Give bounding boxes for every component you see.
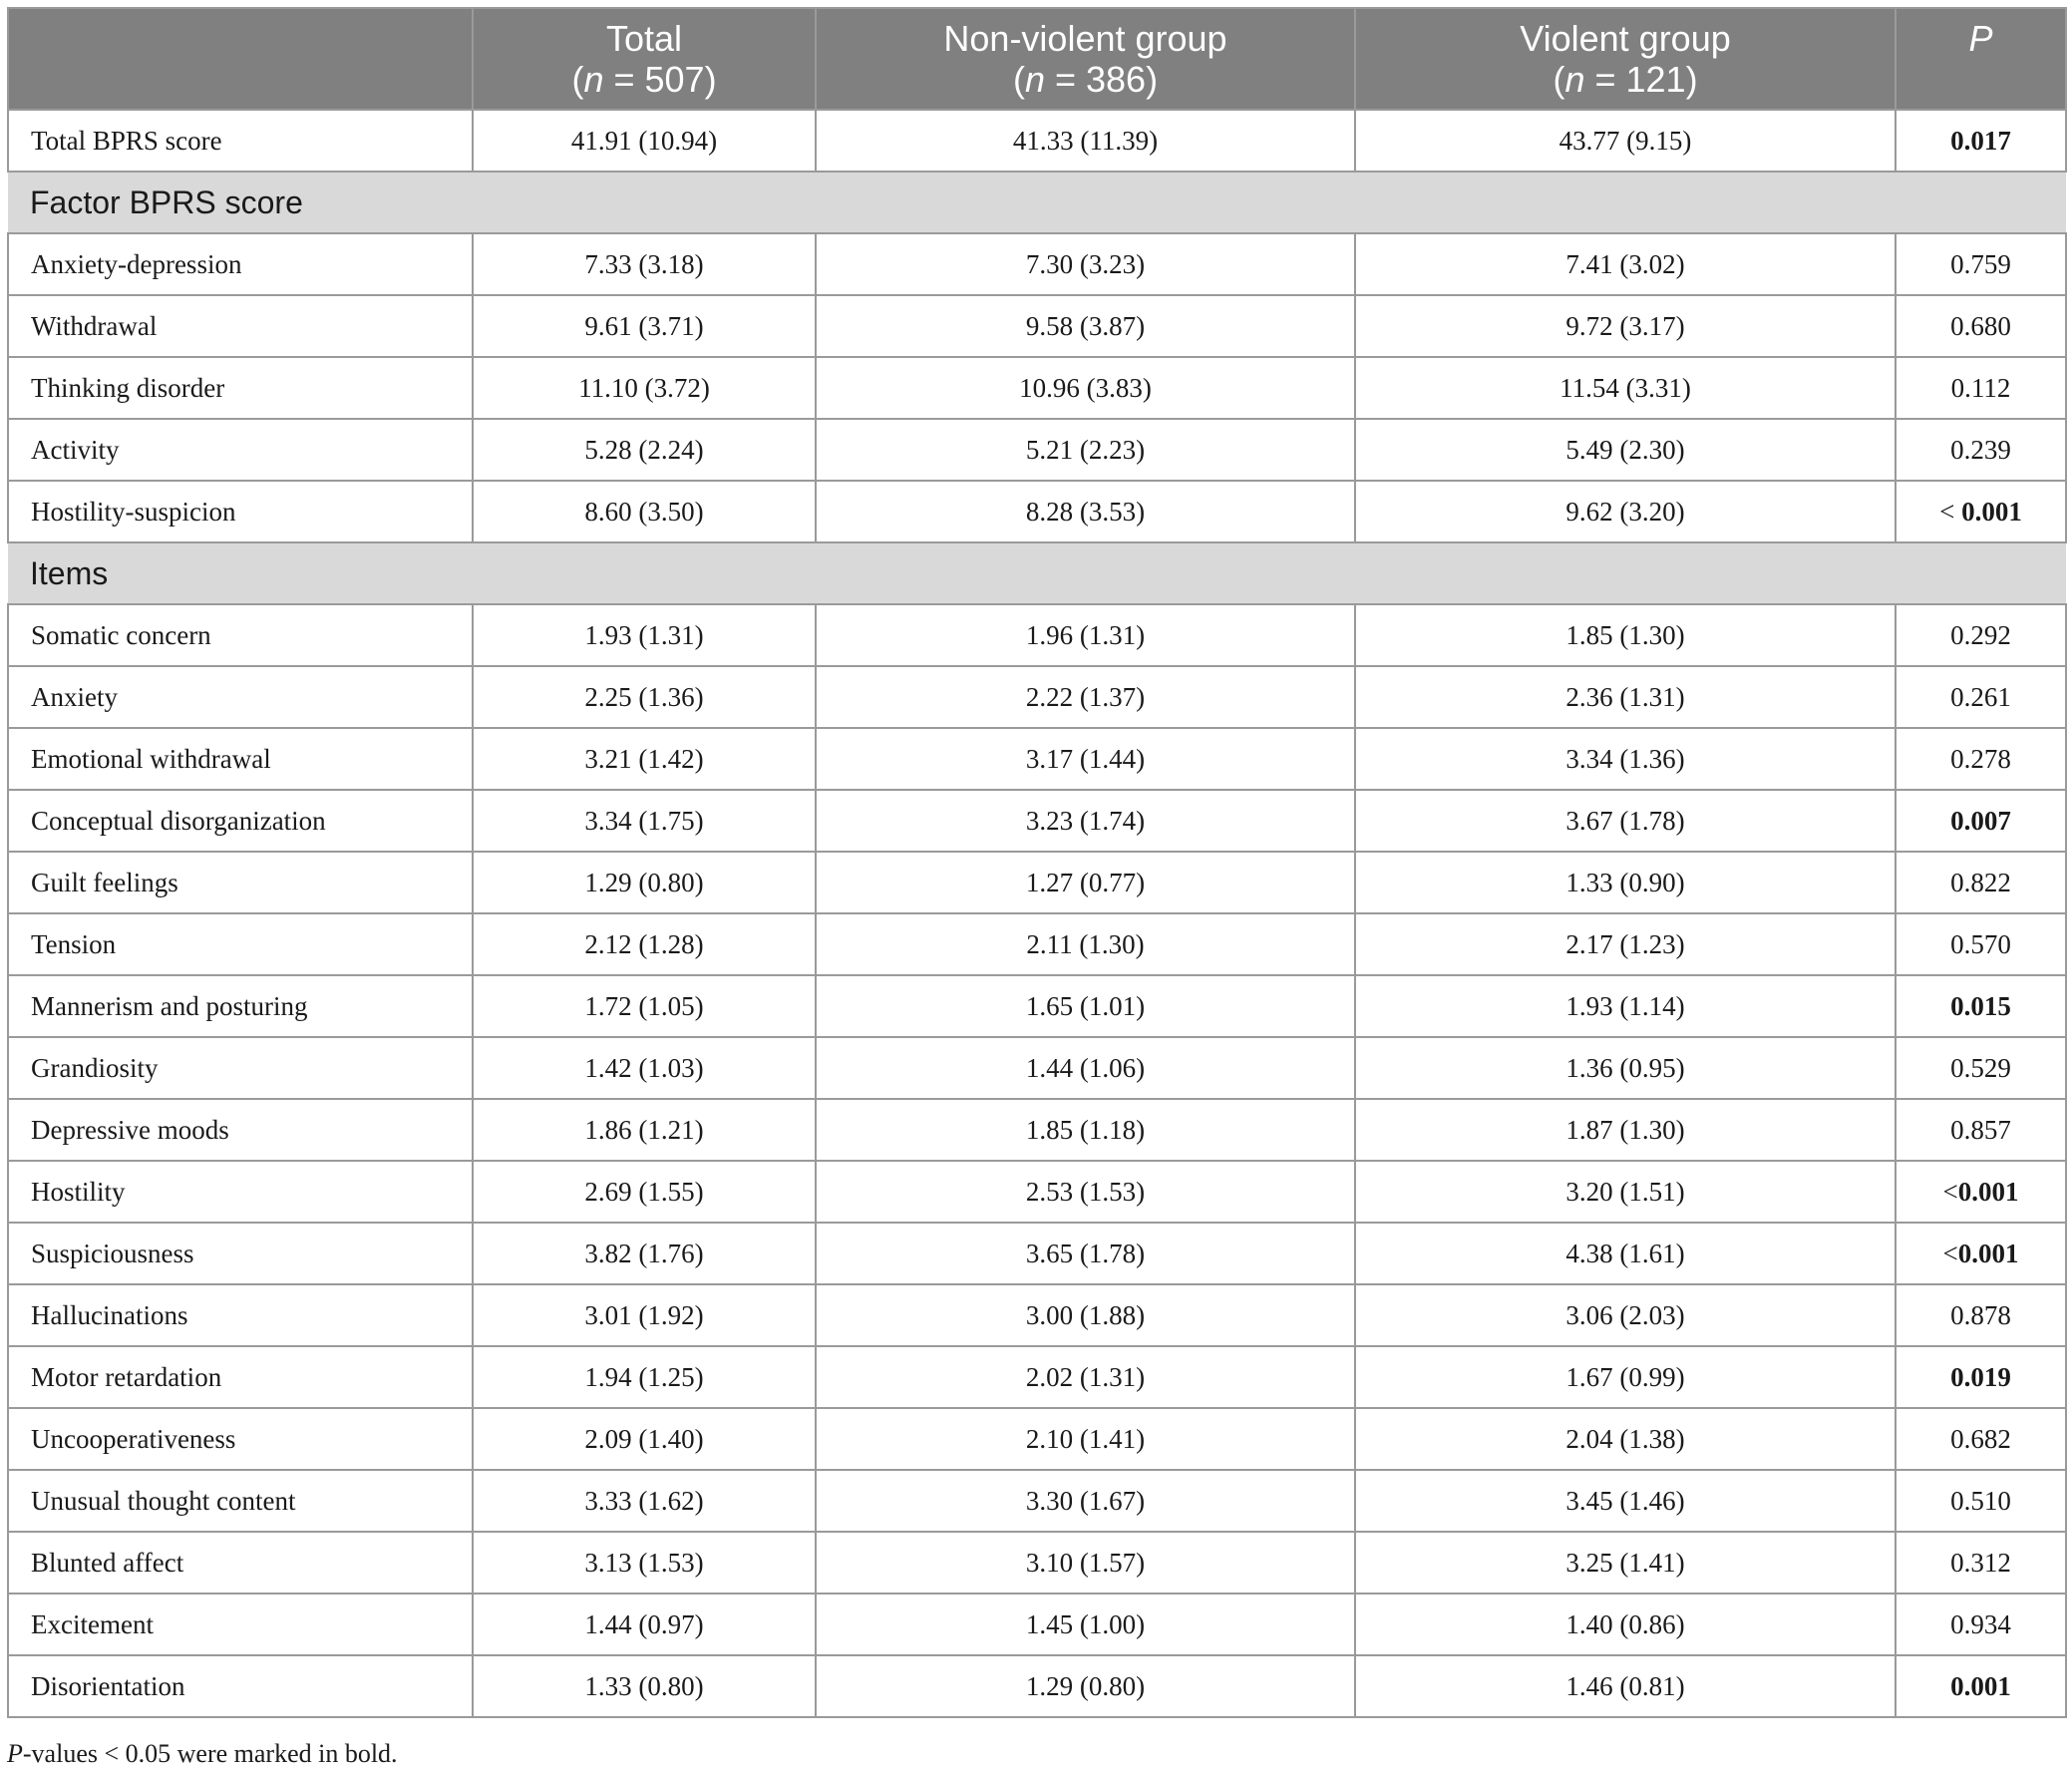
table-row bbox=[8, 1470, 2066, 1532]
row-label: Emotional withdrawal bbox=[8, 728, 473, 790]
table-row bbox=[8, 1655, 2066, 1717]
header-nonviolent bbox=[816, 8, 1355, 110]
cell-p-value bbox=[1896, 790, 2066, 852]
cell-p-value bbox=[1896, 357, 2066, 419]
cell-total: 11.10 (3.72) bbox=[473, 357, 816, 419]
p-value-number: 0.015 bbox=[1950, 990, 2011, 1021]
cell-p-value bbox=[1896, 1284, 2066, 1346]
cell-nonviolent: 1.45 (1.00) bbox=[816, 1594, 1355, 1655]
cell-total: 9.61 (3.71) bbox=[473, 295, 816, 357]
cell-violent: 43.77 (9.15) bbox=[1355, 110, 1896, 172]
cell-nonviolent: 2.53 (1.53) bbox=[816, 1161, 1355, 1223]
cell-violent: 7.41 (3.02) bbox=[1355, 233, 1896, 295]
cell-nonviolent: 1.29 (0.80) bbox=[816, 1655, 1355, 1717]
cell-total: 2.12 (1.28) bbox=[473, 913, 816, 975]
p-value-number: 0.001 bbox=[1957, 1176, 2019, 1207]
cell-total: 1.93 (1.31) bbox=[473, 604, 816, 666]
table-row bbox=[8, 975, 2066, 1037]
cell-nonviolent: 1.85 (1.18) bbox=[816, 1099, 1355, 1161]
cell-violent: 3.06 (2.03) bbox=[1355, 1284, 1896, 1346]
cell-nonviolent: 3.17 (1.44) bbox=[816, 728, 1355, 790]
cell-violent: 1.85 (1.30) bbox=[1355, 604, 1896, 666]
table-row bbox=[8, 295, 2066, 357]
cell-nonviolent: 2.11 (1.30) bbox=[816, 913, 1355, 975]
cell-p-value bbox=[1896, 1346, 2066, 1408]
cell-total: 2.09 (1.40) bbox=[473, 1408, 816, 1470]
header-violent bbox=[1355, 8, 1896, 110]
p-value-number: 0.001 bbox=[1961, 496, 2022, 527]
cell-total: 41.91 (10.94) bbox=[473, 110, 816, 172]
cell-p-value bbox=[1896, 1532, 2066, 1594]
row-label: Grandiosity bbox=[8, 1037, 473, 1099]
p-value-number: 0.934 bbox=[1950, 1608, 2011, 1639]
header-nonviolent-n: (n = 386) bbox=[1012, 59, 1159, 100]
table-row bbox=[8, 233, 2066, 295]
table-row bbox=[8, 1594, 2066, 1655]
table-row bbox=[8, 1532, 2066, 1594]
p-value-number: 0.857 bbox=[1950, 1114, 2011, 1145]
cell-violent: 3.25 (1.41) bbox=[1355, 1532, 1896, 1594]
table-row bbox=[8, 790, 2066, 852]
cell-violent: 1.67 (0.99) bbox=[1355, 1346, 1896, 1408]
table-row bbox=[8, 1161, 2066, 1223]
table-row bbox=[8, 1099, 2066, 1161]
p-value-prefix: < bbox=[1942, 1238, 1958, 1268]
cell-nonviolent: 1.27 (0.77) bbox=[816, 852, 1355, 913]
cell-nonviolent: 1.65 (1.01) bbox=[816, 975, 1355, 1037]
cell-nonviolent: 3.00 (1.88) bbox=[816, 1284, 1355, 1346]
cell-nonviolent: 2.22 (1.37) bbox=[816, 666, 1355, 728]
p-value-number: 0.292 bbox=[1950, 619, 2011, 650]
cell-nonviolent: 3.30 (1.67) bbox=[816, 1470, 1355, 1532]
cell-violent: 9.62 (3.20) bbox=[1355, 481, 1896, 542]
cell-p-value bbox=[1896, 481, 2066, 542]
results-table-container bbox=[7, 7, 2065, 1718]
p-value-prefix: < bbox=[1942, 1176, 1958, 1207]
p-value-number: 0.510 bbox=[1950, 1485, 2011, 1516]
cell-violent: 1.40 (0.86) bbox=[1355, 1594, 1896, 1655]
p-value-number: 0.001 bbox=[1957, 1238, 2019, 1268]
table-row bbox=[8, 604, 2066, 666]
header-total-n: (n = 507) bbox=[571, 59, 717, 100]
p-value-number: 0.529 bbox=[1950, 1052, 2011, 1083]
cell-total: 1.72 (1.05) bbox=[473, 975, 816, 1037]
section-label: Factor BPRS score bbox=[8, 172, 2066, 233]
table-row bbox=[8, 1408, 2066, 1470]
p-value-number: 0.759 bbox=[1950, 248, 2011, 279]
row-label: Anxiety-depression bbox=[8, 233, 473, 295]
cell-total: 1.86 (1.21) bbox=[473, 1099, 816, 1161]
cell-violent: 1.93 (1.14) bbox=[1355, 975, 1896, 1037]
row-label: Motor retardation bbox=[8, 1346, 473, 1408]
cell-total: 3.82 (1.76) bbox=[473, 1223, 816, 1284]
p-value-number: 0.312 bbox=[1950, 1547, 2011, 1578]
cell-violent: 3.34 (1.36) bbox=[1355, 728, 1896, 790]
header-p-value: P bbox=[1896, 8, 2066, 110]
row-label: Withdrawal bbox=[8, 295, 473, 357]
p-value-prefix: < bbox=[1939, 496, 1962, 527]
cell-p-value bbox=[1896, 419, 2066, 481]
cell-total: 1.94 (1.25) bbox=[473, 1346, 816, 1408]
row-label: Mannerism and posturing bbox=[8, 975, 473, 1037]
table-row bbox=[8, 1037, 2066, 1099]
cell-violent: 2.36 (1.31) bbox=[1355, 666, 1896, 728]
cell-total: 2.25 (1.36) bbox=[473, 666, 816, 728]
cell-nonviolent: 3.10 (1.57) bbox=[816, 1532, 1355, 1594]
row-label: Depressive moods bbox=[8, 1099, 473, 1161]
cell-violent: 1.36 (0.95) bbox=[1355, 1037, 1896, 1099]
table-row bbox=[8, 852, 2066, 913]
cell-total: 5.28 (2.24) bbox=[473, 419, 816, 481]
cell-total: 3.21 (1.42) bbox=[473, 728, 816, 790]
cell-p-value bbox=[1896, 728, 2066, 790]
p-value-number: 0.878 bbox=[1950, 1299, 2011, 1330]
table-row bbox=[8, 913, 2066, 975]
table-row bbox=[8, 728, 2066, 790]
row-label: Anxiety bbox=[8, 666, 473, 728]
cell-p-value bbox=[1896, 975, 2066, 1037]
table-header-row bbox=[8, 8, 2066, 110]
table-row bbox=[8, 110, 2066, 172]
cell-nonviolent: 9.58 (3.87) bbox=[816, 295, 1355, 357]
table-row bbox=[8, 1346, 2066, 1408]
cell-p-value bbox=[1896, 1655, 2066, 1717]
p-value-number: 0.680 bbox=[1950, 310, 2011, 341]
cell-violent: 2.04 (1.38) bbox=[1355, 1408, 1896, 1470]
cell-total: 1.29 (0.80) bbox=[473, 852, 816, 913]
p-value-number: 0.001 bbox=[1950, 1670, 2011, 1701]
row-label: Uncooperativeness bbox=[8, 1408, 473, 1470]
cell-nonviolent: 8.28 (3.53) bbox=[816, 481, 1355, 542]
p-value-number: 0.278 bbox=[1950, 743, 2011, 774]
p-value-number: 0.017 bbox=[1950, 125, 2011, 156]
cell-total: 1.33 (0.80) bbox=[473, 1655, 816, 1717]
cell-p-value bbox=[1896, 233, 2066, 295]
p-value-number: 0.112 bbox=[1950, 372, 2011, 403]
row-label: Total BPRS score bbox=[8, 110, 473, 172]
cell-p-value bbox=[1896, 1408, 2066, 1470]
row-label: Thinking disorder bbox=[8, 357, 473, 419]
bprs-comparison-table bbox=[7, 7, 2067, 1718]
header-total bbox=[473, 8, 816, 110]
row-label: Disorientation bbox=[8, 1655, 473, 1717]
header-blank-cell bbox=[8, 8, 473, 110]
table-row bbox=[8, 666, 2066, 728]
p-value-number: 0.682 bbox=[1950, 1423, 2011, 1454]
row-label: Tension bbox=[8, 913, 473, 975]
cell-nonviolent: 5.21 (2.23) bbox=[816, 419, 1355, 481]
cell-nonviolent: 2.10 (1.41) bbox=[816, 1408, 1355, 1470]
row-label: Guilt feelings bbox=[8, 852, 473, 913]
cell-total: 2.69 (1.55) bbox=[473, 1161, 816, 1223]
cell-p-value bbox=[1896, 1099, 2066, 1161]
cell-violent: 3.45 (1.46) bbox=[1355, 1470, 1896, 1532]
header-nonviolent-name: Non-violent group bbox=[943, 18, 1227, 59]
header-total-name: Total bbox=[605, 18, 683, 59]
cell-p-value bbox=[1896, 1161, 2066, 1223]
cell-total: 3.33 (1.62) bbox=[473, 1470, 816, 1532]
section-header-row bbox=[8, 172, 2066, 233]
cell-nonviolent: 3.65 (1.78) bbox=[816, 1223, 1355, 1284]
row-label: Excitement bbox=[8, 1594, 473, 1655]
p-value-number: 0.019 bbox=[1950, 1361, 2011, 1392]
cell-nonviolent: 7.30 (3.23) bbox=[816, 233, 1355, 295]
cell-violent: 1.33 (0.90) bbox=[1355, 852, 1896, 913]
row-label: Activity bbox=[8, 419, 473, 481]
section-header-row bbox=[8, 542, 2066, 604]
cell-nonviolent: 1.44 (1.06) bbox=[816, 1037, 1355, 1099]
row-label: Suspiciousness bbox=[8, 1223, 473, 1284]
row-label: Somatic concern bbox=[8, 604, 473, 666]
cell-p-value bbox=[1896, 1594, 2066, 1655]
cell-violent: 11.54 (3.31) bbox=[1355, 357, 1896, 419]
table-row bbox=[8, 481, 2066, 542]
cell-violent: 2.17 (1.23) bbox=[1355, 913, 1896, 975]
header-violent-n: (n = 121) bbox=[1553, 59, 1698, 100]
cell-violent: 5.49 (2.30) bbox=[1355, 419, 1896, 481]
cell-violent: 9.72 (3.17) bbox=[1355, 295, 1896, 357]
cell-total: 7.33 (3.18) bbox=[473, 233, 816, 295]
cell-total: 3.13 (1.53) bbox=[473, 1532, 816, 1594]
cell-p-value bbox=[1896, 1470, 2066, 1532]
cell-total: 3.01 (1.92) bbox=[473, 1284, 816, 1346]
row-label: Conceptual disorganization bbox=[8, 790, 473, 852]
cell-p-value bbox=[1896, 852, 2066, 913]
cell-p-value bbox=[1896, 604, 2066, 666]
table-row bbox=[8, 419, 2066, 481]
p-value-number: 0.261 bbox=[1950, 681, 2011, 712]
cell-violent: 3.20 (1.51) bbox=[1355, 1161, 1896, 1223]
row-label: Unusual thought content bbox=[8, 1470, 473, 1532]
p-value-number: 0.822 bbox=[1950, 867, 2011, 897]
p-value-number: 0.570 bbox=[1950, 928, 2011, 959]
row-label: Hostility bbox=[8, 1161, 473, 1223]
cell-p-value bbox=[1896, 295, 2066, 357]
p-value-number: 0.239 bbox=[1950, 434, 2011, 465]
row-label: Hallucinations bbox=[8, 1284, 473, 1346]
cell-p-value bbox=[1896, 1223, 2066, 1284]
cell-p-value bbox=[1896, 913, 2066, 975]
section-label: Items bbox=[8, 542, 2066, 604]
cell-p-value bbox=[1896, 1037, 2066, 1099]
cell-nonviolent: 2.02 (1.31) bbox=[816, 1346, 1355, 1408]
cell-p-value bbox=[1896, 666, 2066, 728]
table-row bbox=[8, 1223, 2066, 1284]
table-row bbox=[8, 357, 2066, 419]
header-violent-name: Violent group bbox=[1520, 18, 1731, 59]
cell-nonviolent: 10.96 (3.83) bbox=[816, 357, 1355, 419]
p-value-number: 0.007 bbox=[1950, 805, 2011, 836]
cell-total: 1.42 (1.03) bbox=[473, 1037, 816, 1099]
table-footnote: P-values < 0.05 were marked in bold. bbox=[7, 1739, 398, 1768]
row-label: Blunted affect bbox=[8, 1532, 473, 1594]
table-body bbox=[8, 110, 2066, 1717]
cell-violent: 1.46 (0.81) bbox=[1355, 1655, 1896, 1717]
cell-nonviolent: 1.96 (1.31) bbox=[816, 604, 1355, 666]
cell-nonviolent: 3.23 (1.74) bbox=[816, 790, 1355, 852]
cell-p-value bbox=[1896, 110, 2066, 172]
cell-violent: 3.67 (1.78) bbox=[1355, 790, 1896, 852]
cell-total: 1.44 (0.97) bbox=[473, 1594, 816, 1655]
cell-nonviolent: 41.33 (11.39) bbox=[816, 110, 1355, 172]
cell-total: 3.34 (1.75) bbox=[473, 790, 816, 852]
cell-violent: 4.38 (1.61) bbox=[1355, 1223, 1896, 1284]
cell-violent: 1.87 (1.30) bbox=[1355, 1099, 1896, 1161]
table-row bbox=[8, 1284, 2066, 1346]
cell-total: 8.60 (3.50) bbox=[473, 481, 816, 542]
row-label: Hostility-suspicion bbox=[8, 481, 473, 542]
